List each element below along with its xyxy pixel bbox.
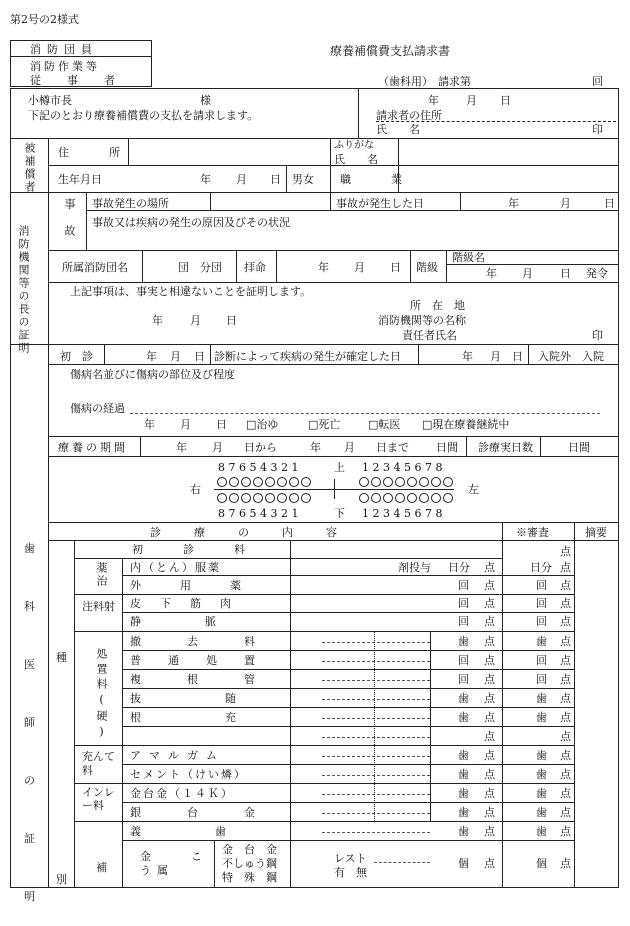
- addressee-honorific: 様: [200, 94, 211, 107]
- seal-claimant: 印: [592, 123, 603, 136]
- tooth-right-digits-lower: 8 7 6 5 4 3 2 1: [218, 507, 299, 520]
- form-number: 第2号の2様式: [10, 13, 79, 26]
- claimant-address-label: 請求者の住所: [376, 109, 442, 122]
- tooth-left-digits-upper: 1 2 3 4 5 6 7 8: [362, 461, 443, 474]
- claimant-type-1: 消防団員: [30, 43, 98, 56]
- claimant-type-3: 従事者: [30, 74, 141, 87]
- claim-no-label: 請求第: [438, 75, 471, 88]
- tooth-circles-upper-right: [216, 477, 312, 489]
- tooth-circles-lower-left: [358, 493, 454, 505]
- claimant-name-label: 氏 名: [376, 123, 420, 136]
- certify-text: 上記事項は、事実と相違ないことを証明します。: [70, 285, 312, 298]
- fire-cert-section: 消防機関等の長の証明: [17, 225, 30, 355]
- dental-label: （歯科用）: [378, 75, 433, 88]
- tooth-right-digits-upper: 8 7 6 5 4 3 2 1: [218, 461, 299, 474]
- request-sentence: 下記のとおり療養補償費の支払を請求します。: [28, 109, 259, 122]
- addressee: 小樽市長: [28, 94, 72, 107]
- dental-cert-section: 歯科医師の証明: [24, 542, 35, 903]
- form-title: 療養補償費支払請求書: [330, 44, 451, 58]
- tooth-circles-lower-right: [216, 493, 312, 505]
- insured-section: 被補償者: [23, 142, 36, 194]
- tooth-circles-upper-left: [358, 477, 454, 489]
- claimant-type-2: 消防作業等: [30, 60, 100, 73]
- claim-no-suffix: 回: [592, 75, 603, 88]
- tooth-left-digits-lower: 1 2 3 4 5 6 7 8: [362, 507, 443, 520]
